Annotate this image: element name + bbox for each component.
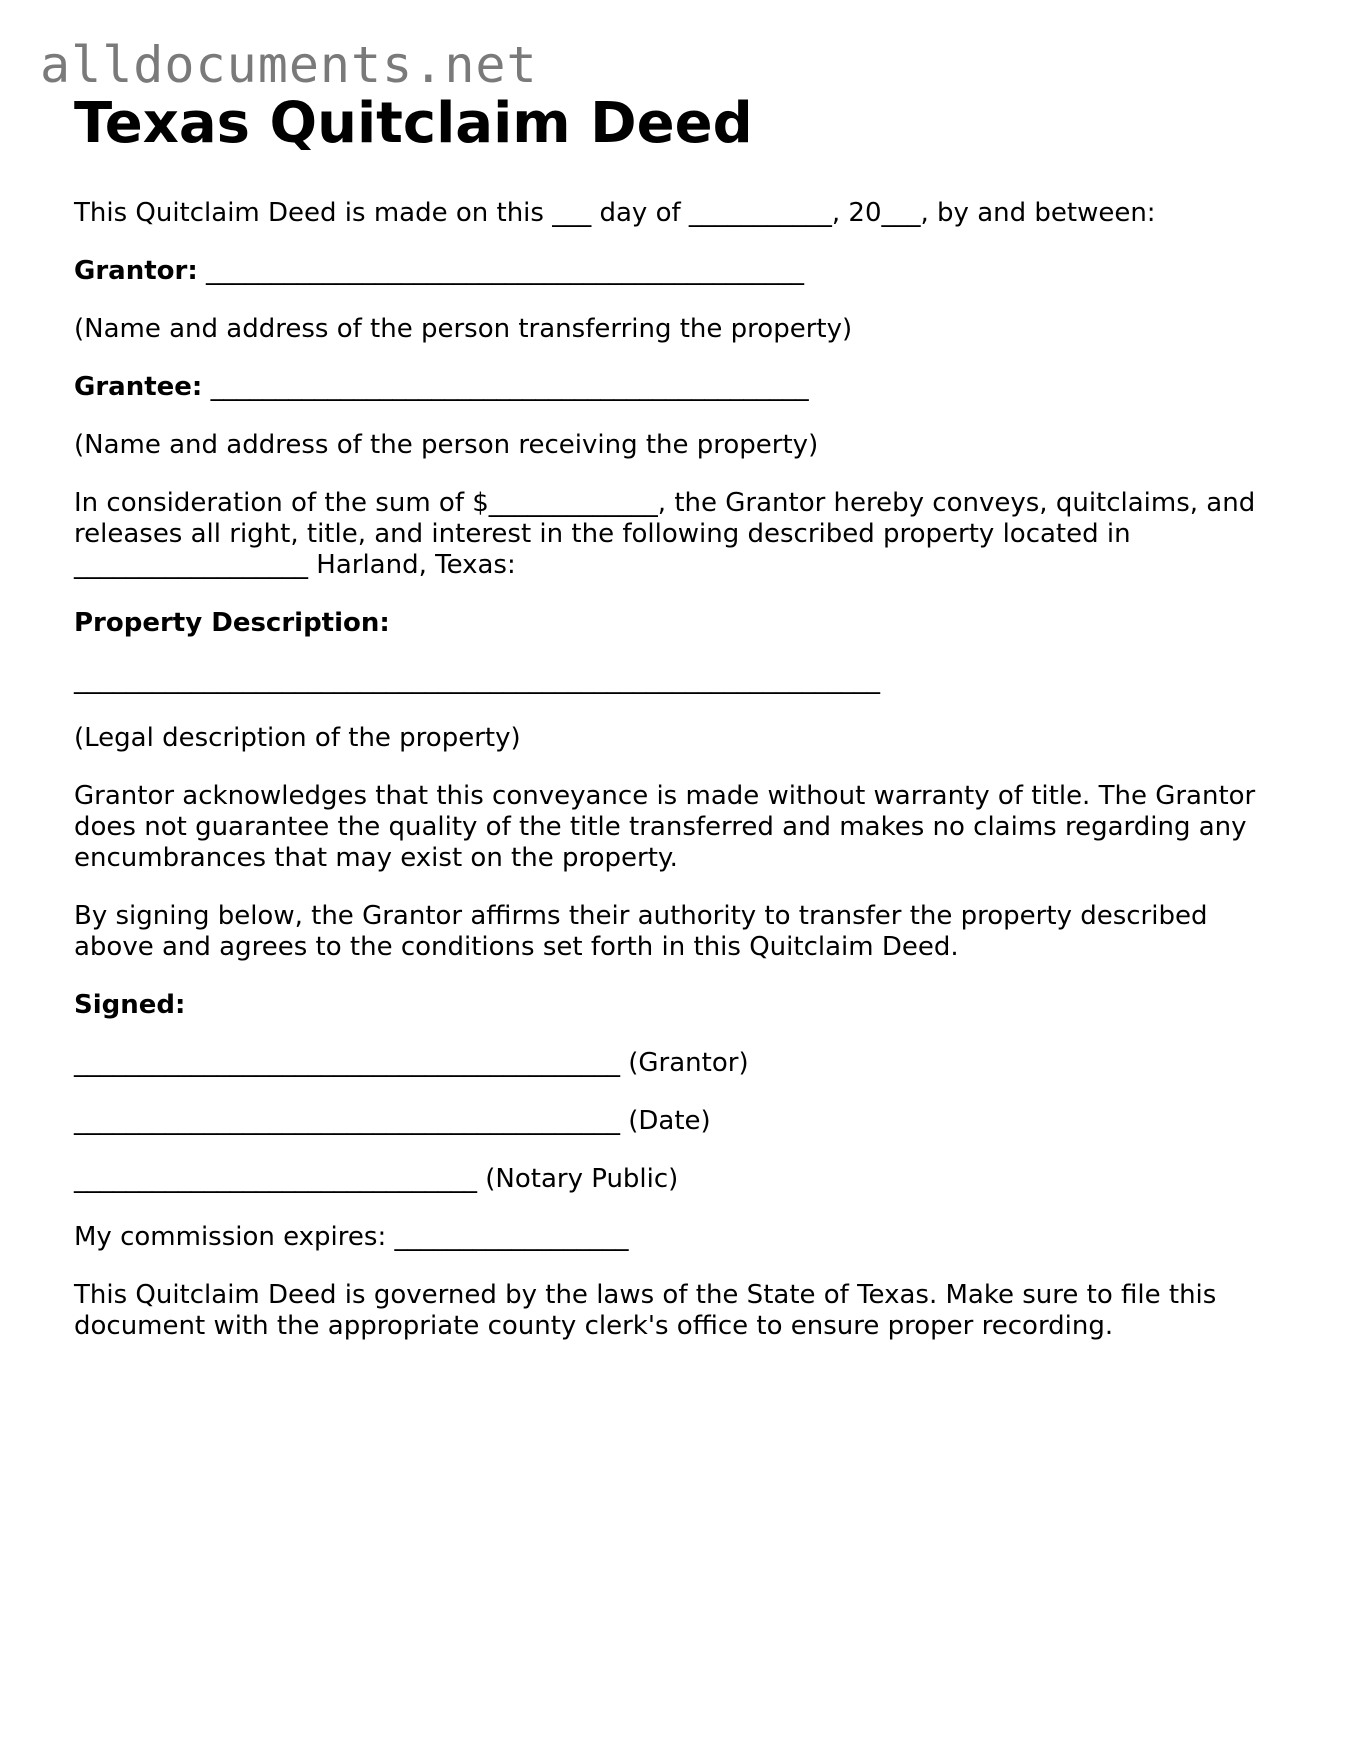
grantor-signature-line: __________________________________________ (Grantor) bbox=[74, 1048, 749, 1078]
document-page bbox=[74, 91, 1294, 1342]
warranty-line: Grantor acknowledges that this conveyance is made without warranty of title. The Grantor bbox=[74, 781, 1256, 811]
property-description-heading: Property Description: bbox=[74, 608, 390, 638]
grantee-blank: ______________________________________________ bbox=[210, 372, 809, 402]
commission-expires-line: My commission expires: __________________ bbox=[74, 1222, 629, 1252]
grantor-blank: ______________________________________________ bbox=[206, 256, 804, 286]
governing-law-paragraph bbox=[74, 1280, 1294, 1342]
affirmation-paragraph bbox=[74, 901, 1294, 963]
grantee-label: Grantee: bbox=[74, 372, 203, 402]
watermark: alldocuments.net bbox=[40, 36, 538, 94]
consideration-paragraph bbox=[74, 488, 1294, 581]
consideration-line: __________________ Harland, Texas: bbox=[74, 550, 516, 580]
governing-law-line: document with the appropriate county clerk's office to ensure proper recording. bbox=[74, 1311, 1114, 1341]
notary-signature-line: _______________________________ (Notary Public) bbox=[74, 1164, 679, 1194]
consideration-line: releases all right, title, and interest in the following described property located in bbox=[74, 519, 1131, 549]
consideration-line: In consideration of the sum of $_____________, the Grantor hereby conveys, quitclaims, and bbox=[74, 488, 1256, 518]
affirmation-line: above and agrees to the conditions set forth in this Quitclaim Deed. bbox=[74, 932, 959, 962]
intro-paragraph: This Quitclaim Deed is made on this ___ day of ___________, 20___, by and between: bbox=[74, 198, 1156, 228]
property-description-blank: ______________________________________________________________ bbox=[74, 665, 880, 695]
document-title: Texas Quitclaim Deed bbox=[74, 91, 753, 156]
property-description-note: (Legal description of the property) bbox=[74, 723, 521, 753]
date-signature-line: __________________________________________ (Date) bbox=[74, 1106, 711, 1136]
affirmation-line: By signing below, the Grantor affirms their authority to transfer the property described bbox=[74, 901, 1208, 931]
grantee-line bbox=[74, 372, 1294, 403]
grantor-line bbox=[74, 256, 1294, 287]
grantor-note: (Name and address of the person transferring the property) bbox=[74, 314, 853, 344]
warranty-line: encumbrances that may exist on the property. bbox=[74, 843, 678, 873]
governing-law-line: This Quitclaim Deed is governed by the laws of the State of Texas. Make sure to file this bbox=[74, 1280, 1217, 1310]
warranty-paragraph bbox=[74, 781, 1294, 874]
warranty-line: does not guarantee the quality of the title transferred and makes no claims regarding any bbox=[74, 812, 1247, 842]
grantee-note: (Name and address of the person receiving the property) bbox=[74, 430, 819, 460]
grantor-label: Grantor: bbox=[74, 256, 198, 286]
signed-heading: Signed: bbox=[74, 990, 186, 1020]
